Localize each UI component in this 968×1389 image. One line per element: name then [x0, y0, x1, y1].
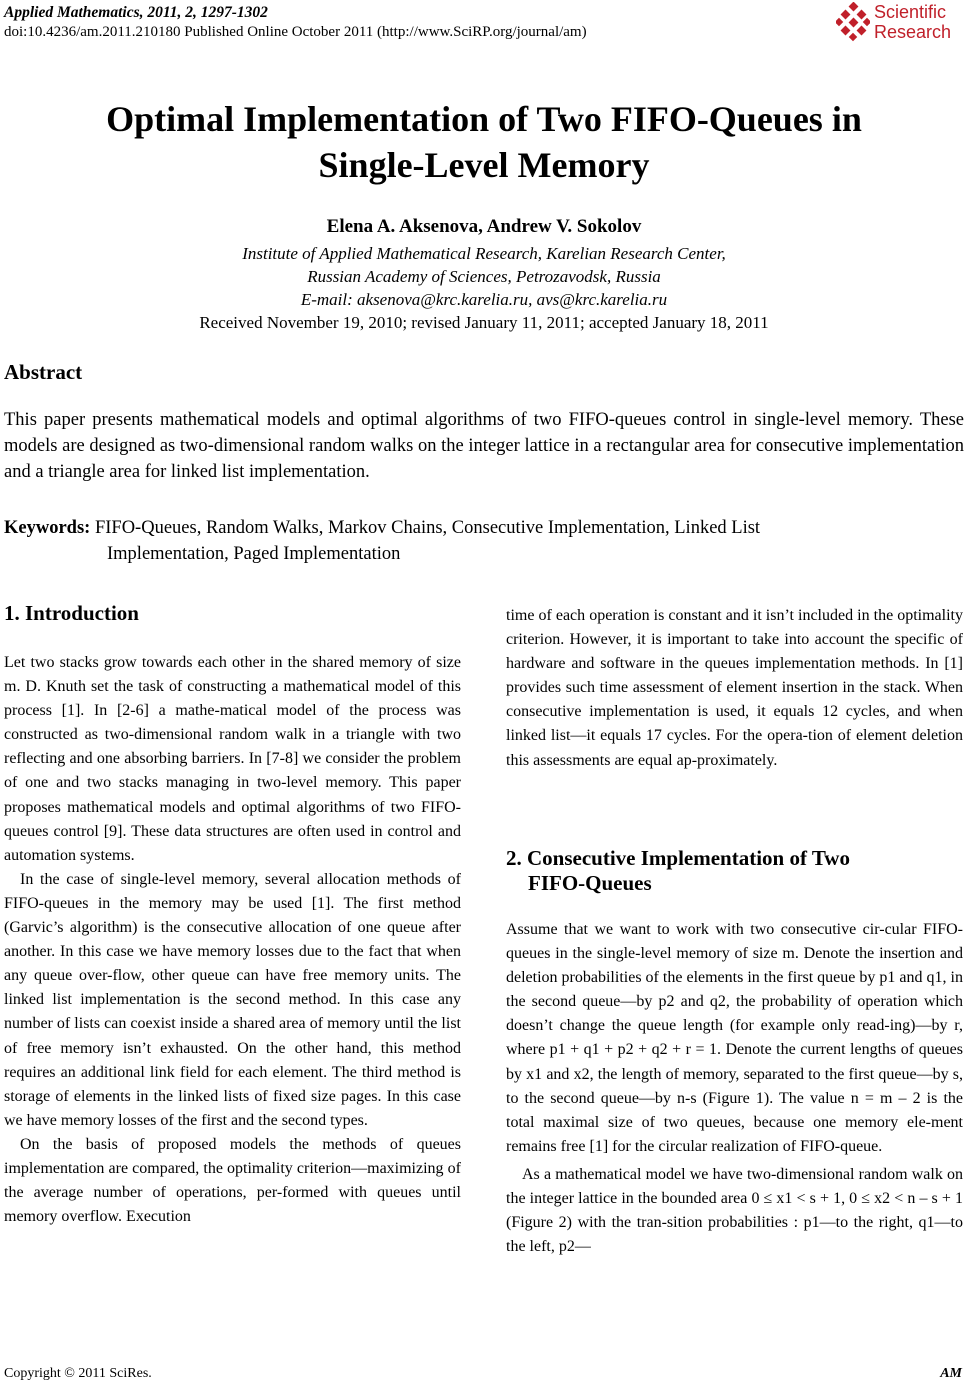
- section-1-paragraph-3: On the basis of proposed models the methods of queues implementation are compared, the optimality criterion—maximizing of the average number of operations, per-formed with queues until memory overflow. Execution: [4, 1135, 461, 1226]
- section-2-heading-line-2: FIFO-Queues: [528, 871, 652, 895]
- paper-title: [0, 96, 968, 188]
- affiliation-line-1: Institute of Applied Mathematical Research, Karelian Research Center,: [242, 244, 726, 263]
- keywords-line-2: Implementation, Paged Implementation: [107, 544, 401, 564]
- journal-line: [4, 3, 268, 22]
- section-1-heading: 1. Introduction: [4, 601, 139, 625]
- publisher-logo: [836, 2, 964, 44]
- journal-name: Applied Mathematics: [4, 4, 140, 21]
- keywords: [4, 515, 760, 541]
- left-column: [4, 651, 461, 1229]
- logo-text-line2: Research: [874, 22, 952, 42]
- email-line: E-mail: aksenova@krc.karelia.ru, avs@krc.karelia.ru: [300, 290, 668, 309]
- logo-mark-icon: [836, 2, 870, 42]
- footer-journal-abbrev: AM: [940, 1366, 962, 1381]
- section-2-paragraph-2: As a mathematical model we have two-dimensional random walk on the integer lattice in the bounded area 0 ≤ x1 < s + 1, 0 ≤ x2 < n – s + 1 (Figure 2) with the tran-sition probabilities : p1—to the right, q1—to the left, p2—: [506, 1165, 963, 1256]
- title-line-1: Optimal Implementation of Two FIFO-Queues in: [106, 99, 862, 139]
- section-2-heading: [506, 846, 850, 896]
- abstract-text: This paper presents mathematical models and optimal algorithms of two FIFO-queues control in single-level memory. These models are designed as two-dimensional random walks on the integer lattice in a rectangular area for consecutive implementation and a triangle area for linked list implementation.: [4, 410, 964, 482]
- section-1-paragraph-1: Let two stacks grow towards each other in the shared memory of size m. D. Knuth set the task of constructing a mathematical model of this process [1]. In [2-6] a mathe-matical model of the process was constructed as two-dimensional random walk in a triangle with two reflecting and one absorbing barriers. In [7-8] we consider the problem of one and two stacks managing in two-level memory. This paper proposes mathematical models and optimal algorithms of two FIFO-queues control [9]. These data structures are often used in control and automation systems.: [4, 654, 461, 864]
- keywords-label: Keywords:: [4, 518, 91, 538]
- received-line: Received November 19, 2010; revised January 11, 2011; accepted January 18, 2011: [199, 313, 769, 332]
- doi-line: doi:10.4236/am.2011.210180 Published Online October 2011 (http://www.SciRP.org/journal/am): [4, 24, 587, 40]
- keywords-line-1: FIFO-Queues, Random Walks, Markov Chains, Consecutive Implementation, Linked List: [94, 518, 761, 538]
- logo-text-line1: Scientific: [874, 2, 947, 22]
- section-2-heading-line-1: 2. Consecutive Implementation of Two: [506, 846, 850, 870]
- section-2-paragraph-1: Assume that we want to work with two consecutive cir-cular FIFO-queues in the single-level memory of size m. Denote the insertion and deletion probabilities of the elements in the first queue by p1 and q1, in the second queue—by p2 and q2, the probability of operation which doesn’t change the queue length (for example only read-ing)—by r, where p1 + q1 + p2 + q2 + r = 1. Denote the current lengths of queues by x1 and x2, the length of memory, separated to the first queue—by s, to the second queue—by n-s (Figure 1). The value n = m – 2 is the total maximal size of two queues, because one memory ele-ment remains free [1] for the circular realization of FIFO-queue.: [506, 921, 963, 1155]
- right-column-paragraph-1: time of each operation is constant and it isn’t included in the optimality criterion. However, it is important to take into account the specific of hardware and software in the queues implementation methods. In [1] provides such time assessment of element insertion in the stack. When consecutive implementation is used, it equals 12 cycles, and when linked list—it equals 17 cycles. For the opera-tion of element deletion this assessments are equal ap-proximately.: [506, 607, 963, 769]
- authors: Elena A. Aksenova, Andrew V. Sokolov: [326, 216, 642, 237]
- abstract-heading: Abstract: [4, 360, 83, 384]
- title-line-2: Single-Level Memory: [318, 145, 650, 185]
- section-1-paragraph-2: In the case of single-level memory, several allocation methods of FIFO-queues in the memory may be used [1]. The first method (Garvic’s algorithm) is the consecutive allocation of one queue after another. In this case we have memory losses due to the fact that when any queue over-flow, other queue can have free memory units. The linked list implementation is the second method. In this case any number of lists can coexist inside a shared area of memory until the list of free memory isn’t exhausted. On the other hand, this method requires an additional link field for each element. The third method is storage of elements in the linked lists of fixed size pages. In this case we have memory losses of the first and the second types.: [4, 870, 461, 1129]
- affiliation-line-2: Russian Academy of Sciences, Petrozavodsk, Russia: [307, 267, 661, 286]
- volume-info: , 2011, 2, 1297-1302: [139, 4, 268, 21]
- right-column-section-2: [506, 918, 963, 1259]
- footer-copyright: Copyright © 2011 SciRes.: [4, 1366, 152, 1381]
